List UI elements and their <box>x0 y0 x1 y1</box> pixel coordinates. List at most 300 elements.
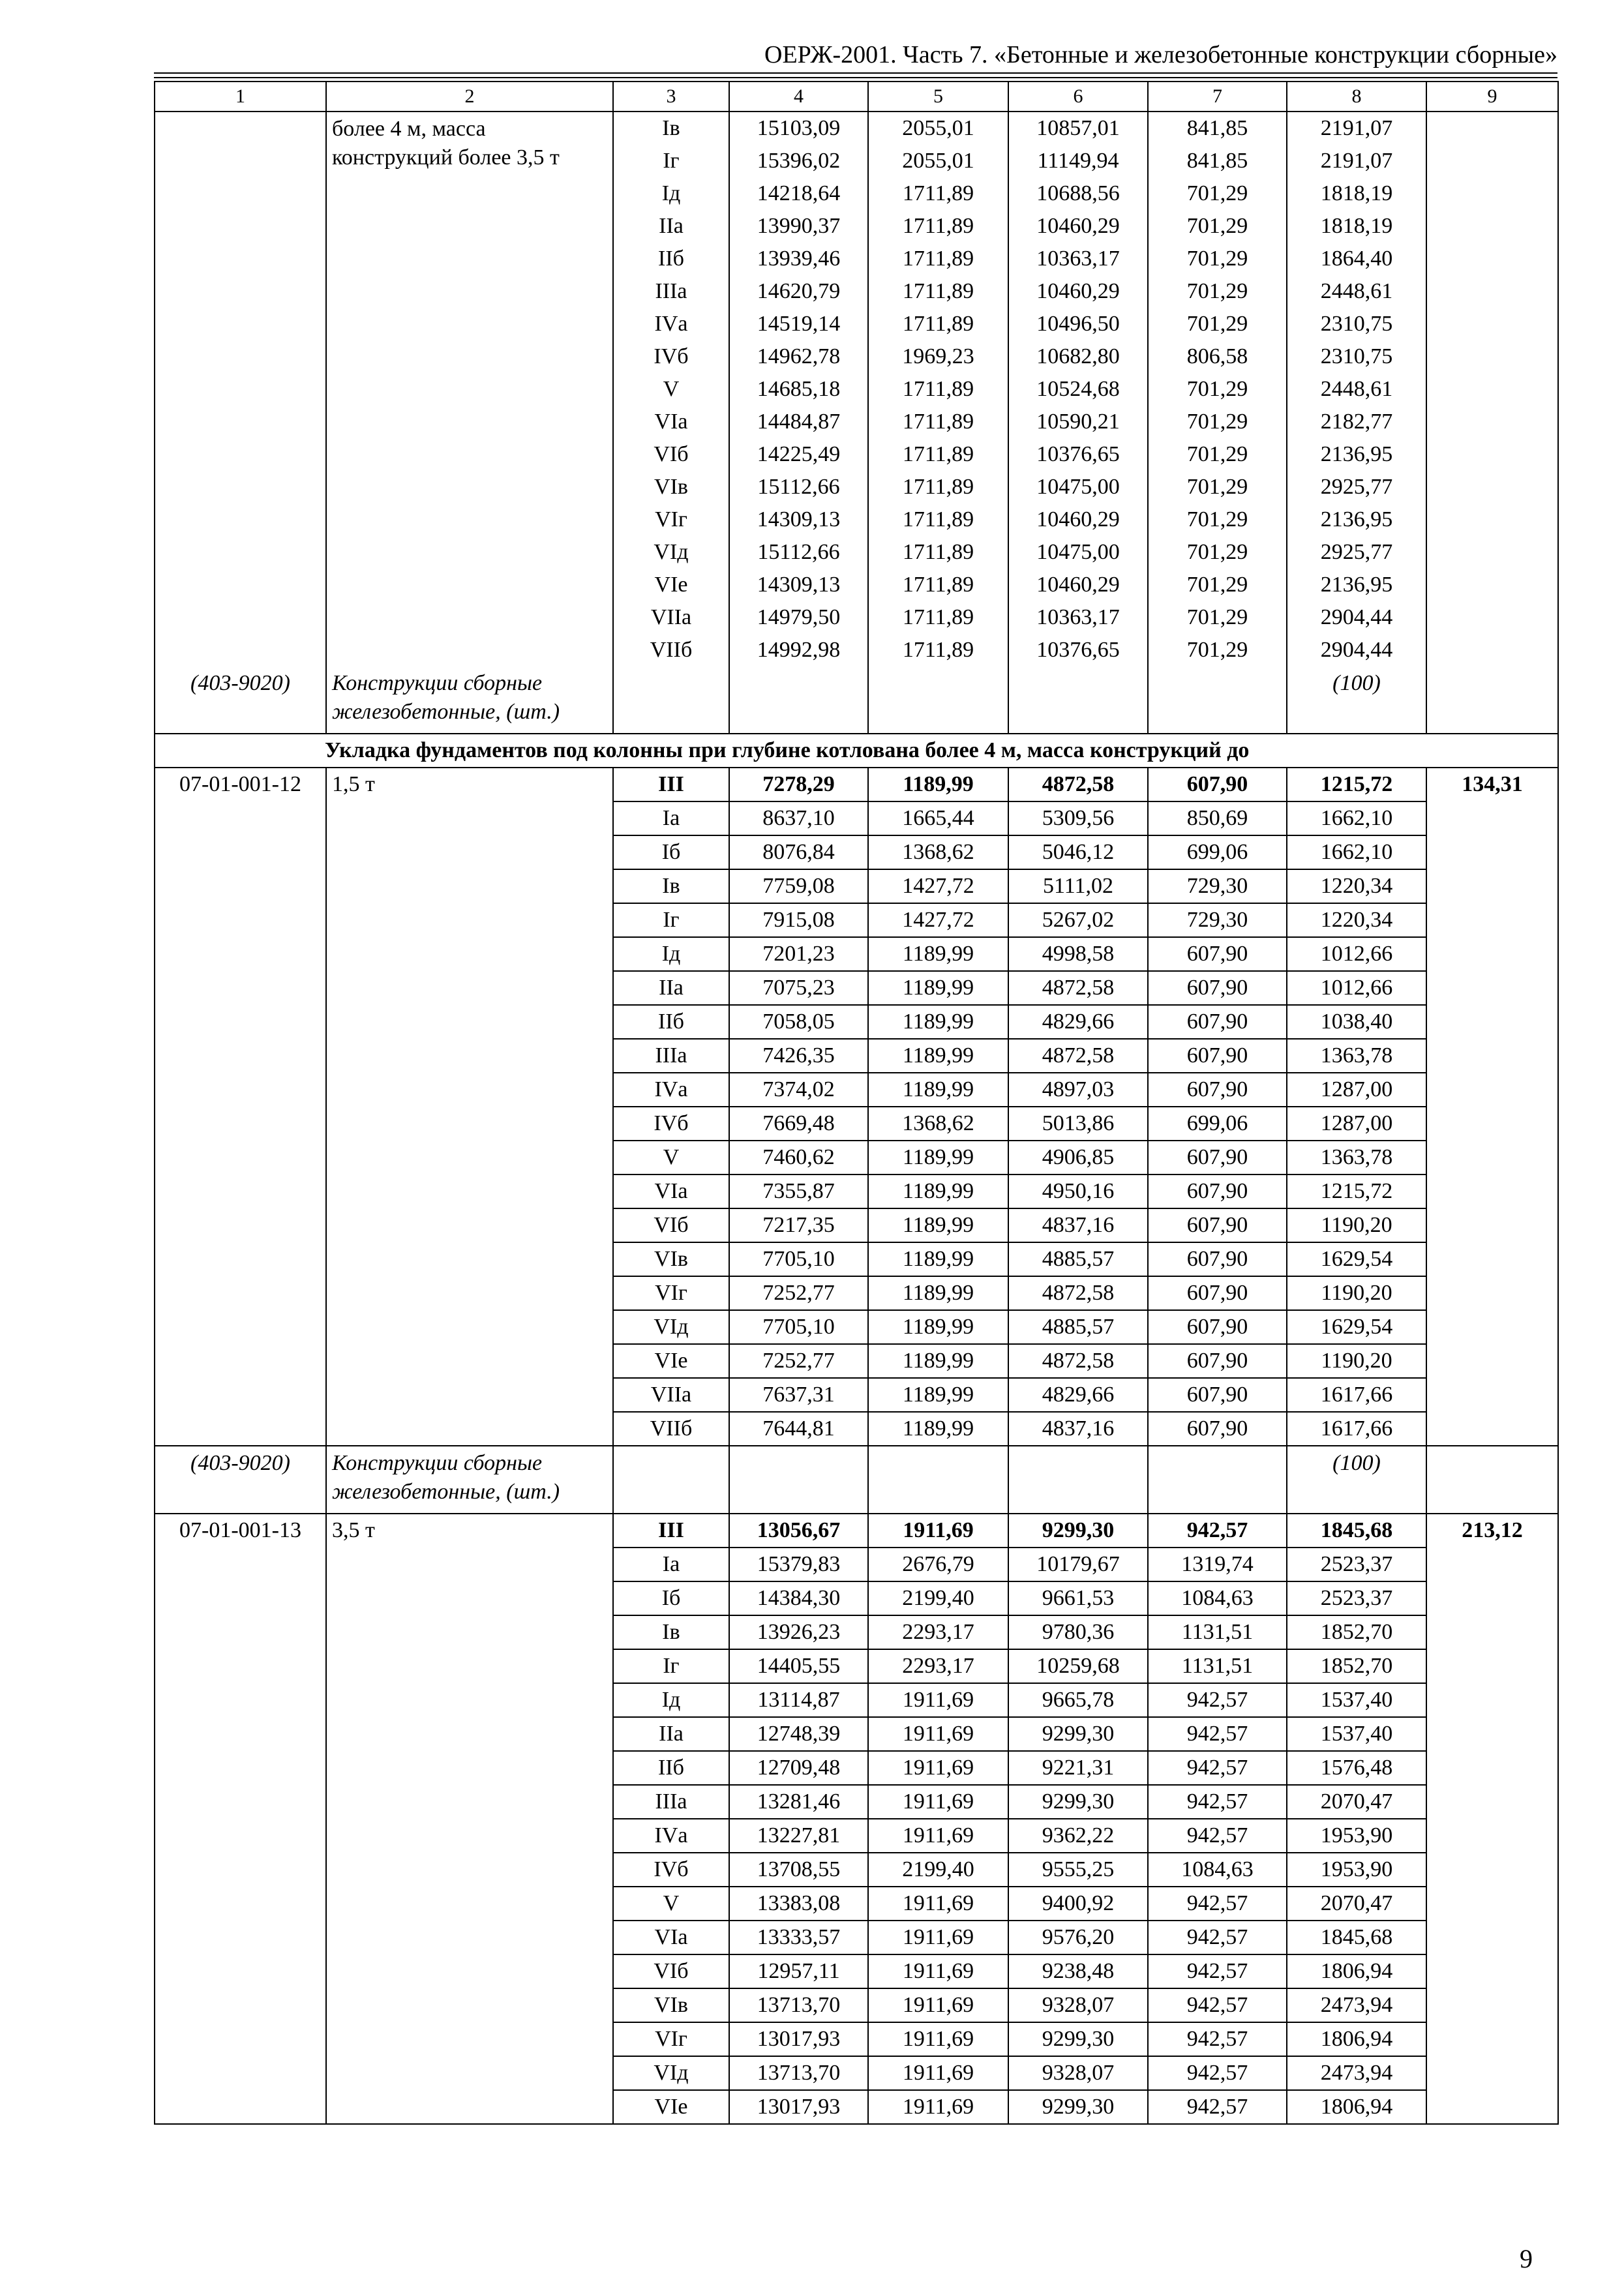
cell-materials: 1287,00 <box>1287 1073 1426 1107</box>
cell-worker-wages: 1911,69 <box>868 1785 1008 1819</box>
cell-machine-operation: 4872,58 <box>1008 971 1148 1005</box>
cell-machinist-wages: 942,57 <box>1148 1954 1287 1988</box>
cell-machinist-wages: 701,29 <box>1148 210 1287 243</box>
cell-machinist-wages: 607,90 <box>1148 971 1287 1005</box>
cell-machine-operation: 4906,85 <box>1008 1141 1148 1174</box>
cell-machine-operation: 4872,58 <box>1008 1039 1148 1073</box>
cell-machine-operation: 10363,17 <box>1008 601 1148 634</box>
cell-total-cost: 7705,10 <box>729 1242 868 1276</box>
resource-note-row <box>155 666 1558 734</box>
cell-code <box>155 601 326 634</box>
cell-district: Iб <box>613 1581 729 1615</box>
cell-empty <box>613 1446 729 1514</box>
cell-materials: 2925,77 <box>1287 471 1426 503</box>
cell-total-cost: 8076,84 <box>729 835 868 869</box>
cell-worker-wages: 2293,17 <box>868 1649 1008 1683</box>
cell-worker-wages: 1711,89 <box>868 503 1008 536</box>
cell-district: VIв <box>613 471 729 503</box>
cell-machinist-wages: 841,85 <box>1148 145 1287 177</box>
cell-machine-operation: 9299,30 <box>1008 1514 1148 1548</box>
cell-total-cost: 13056,67 <box>729 1514 868 1548</box>
cell-materials: 1953,90 <box>1287 1853 1426 1887</box>
cell-total-cost: 13990,37 <box>729 210 868 243</box>
cell-district: VIе <box>613 1344 729 1378</box>
cell-col9 <box>1426 210 1558 243</box>
cell-machine-operation: 4829,66 <box>1008 1378 1148 1412</box>
cell-machine-operation: 4885,57 <box>1008 1310 1148 1344</box>
cell-worker-wages: 1911,69 <box>868 1514 1008 1548</box>
cell-total-cost: 14620,79 <box>729 275 868 308</box>
cell-code <box>155 308 326 340</box>
resource-name: Конструкции сборные железобетонные, (шт.) <box>326 666 613 734</box>
cell-machinist-wages: 942,57 <box>1148 1514 1287 1548</box>
cell-district: Iд <box>613 177 729 210</box>
cell-district: VIIб <box>613 1412 729 1446</box>
cell-machine-operation: 10682,80 <box>1008 340 1148 373</box>
cell-total-cost: 7644,81 <box>729 1412 868 1446</box>
cell-materials: 1806,94 <box>1287 2022 1426 2056</box>
cell-worker-wages: 2293,17 <box>868 1615 1008 1649</box>
cell-machinist-wages: 607,90 <box>1148 1378 1287 1412</box>
cell-total-cost: 7426,35 <box>729 1039 868 1073</box>
cell-machine-operation: 9362,22 <box>1008 1819 1148 1853</box>
cell-total-cost: 13281,46 <box>729 1785 868 1819</box>
cell-total-cost: 13713,70 <box>729 2056 868 2090</box>
cell-worker-wages: 1911,69 <box>868 1921 1008 1954</box>
cell-district: Iв <box>613 1615 729 1649</box>
cell-col9 <box>1426 145 1558 177</box>
cell-total-cost: 14685,18 <box>729 373 868 406</box>
cell-machinist-wages: 607,90 <box>1148 768 1287 801</box>
column-number: 5 <box>868 82 1008 112</box>
cell-total-cost: 13926,23 <box>729 1615 868 1649</box>
cell-district: IIIа <box>613 1785 729 1819</box>
cell-district: Iг <box>613 1649 729 1683</box>
cell-materials: 2136,95 <box>1287 569 1426 601</box>
cell-machine-operation: 10524,68 <box>1008 373 1148 406</box>
cell-machine-operation: 4837,16 <box>1008 1412 1148 1446</box>
column-number: 9 <box>1426 82 1558 112</box>
resource-note-row <box>155 1446 1558 1514</box>
cell-worker-wages: 2199,40 <box>868 1581 1008 1615</box>
cell-code <box>155 438 326 471</box>
cell-district: IVа <box>613 1073 729 1107</box>
cell-machinist-wages: 607,90 <box>1148 1344 1287 1378</box>
cell-machine-operation: 10179,67 <box>1008 1548 1148 1581</box>
cell-materials: 1852,70 <box>1287 1615 1426 1649</box>
cell-machinist-wages: 1084,63 <box>1148 1853 1287 1887</box>
cell-district: VIг <box>613 1276 729 1310</box>
cell-machinist-wages: 942,57 <box>1148 1683 1287 1717</box>
cell-machine-operation: 10590,21 <box>1008 406 1148 438</box>
cell-empty <box>868 666 1008 734</box>
cell-description: более 4 м, масса конструкций более 3,5 т <box>326 112 613 666</box>
cell-machine-operation: 9299,30 <box>1008 2090 1148 2124</box>
cell-col9 <box>1426 373 1558 406</box>
cell-machine-operation: 4885,57 <box>1008 1242 1148 1276</box>
cell-machinist-wages: 701,29 <box>1148 308 1287 340</box>
cell-district: V <box>613 1141 729 1174</box>
cell-machinist-wages: 701,29 <box>1148 569 1287 601</box>
column-number: 7 <box>1148 82 1287 112</box>
cell-machine-operation: 4837,16 <box>1008 1208 1148 1242</box>
cell-materials: 1190,20 <box>1287 1344 1426 1378</box>
cell-machinist-wages: 701,29 <box>1148 471 1287 503</box>
cell-materials: 2523,37 <box>1287 1581 1426 1615</box>
cell-worker-wages: 1189,99 <box>868 1276 1008 1310</box>
cell-total-cost: 14225,49 <box>729 438 868 471</box>
cell-district: VIд <box>613 1310 729 1344</box>
cell-worker-wages: 1711,89 <box>868 406 1008 438</box>
cell-district: Iг <box>613 903 729 937</box>
cell-machine-operation: 5267,02 <box>1008 903 1148 937</box>
cell-district: V <box>613 373 729 406</box>
cell-total-cost: 7460,62 <box>729 1141 868 1174</box>
cell-total-cost: 15379,83 <box>729 1548 868 1581</box>
cell-materials: 2310,75 <box>1287 308 1426 340</box>
cell-district: Iв <box>613 869 729 903</box>
cell-district: VIа <box>613 1174 729 1208</box>
cell-district: VIд <box>613 2056 729 2090</box>
cell-machine-operation: 10496,50 <box>1008 308 1148 340</box>
cell-materials: 2310,75 <box>1287 340 1426 373</box>
cell-total-cost: 13227,81 <box>729 1819 868 1853</box>
cell-worker-wages: 1911,69 <box>868 2090 1008 2124</box>
cell-worker-wages: 1189,99 <box>868 971 1008 1005</box>
cell-district: VIа <box>613 1921 729 1954</box>
cell-worker-wages: 1427,72 <box>868 869 1008 903</box>
cell-machinist-wages: 729,30 <box>1148 903 1287 937</box>
cell-machinist-wages: 850,69 <box>1148 801 1287 835</box>
cell-materials: 2191,07 <box>1287 112 1426 145</box>
cell-total-cost: 7374,02 <box>729 1073 868 1107</box>
cell-machine-operation: 9299,30 <box>1008 1717 1148 1751</box>
cell-total-cost: 7252,77 <box>729 1344 868 1378</box>
cell-machine-operation: 10376,65 <box>1008 438 1148 471</box>
cell-empty <box>729 1446 868 1514</box>
resource-quantity: (100) <box>1287 666 1426 734</box>
cell-code <box>155 112 326 145</box>
cell-materials: 1852,70 <box>1287 1649 1426 1683</box>
cell-machinist-wages: 607,90 <box>1148 1276 1287 1310</box>
cell-total-cost: 13939,46 <box>729 243 868 275</box>
cell-machinist-wages: 942,57 <box>1148 1988 1287 2022</box>
cell-code <box>155 243 326 275</box>
cell-machine-operation: 4872,58 <box>1008 1344 1148 1378</box>
cell-materials: 1806,94 <box>1287 1954 1426 1988</box>
cell-total-cost: 12957,11 <box>729 1954 868 1988</box>
cell-worker-wages: 1189,99 <box>868 1174 1008 1208</box>
cell-code: 07-01-001-12 <box>155 768 326 1446</box>
cell-materials: 1215,72 <box>1287 768 1426 801</box>
cell-total-cost: 7201,23 <box>729 937 868 971</box>
cell-materials: 1215,72 <box>1287 1174 1426 1208</box>
column-number: 4 <box>729 82 868 112</box>
cell-worker-wages: 1189,99 <box>868 768 1008 801</box>
column-number: 2 <box>326 82 613 112</box>
cell-worker-wages: 1711,89 <box>868 275 1008 308</box>
cell-district: IIа <box>613 971 729 1005</box>
cell-materials: 2070,47 <box>1287 1785 1426 1819</box>
cell-worker-wages: 1911,69 <box>868 1819 1008 1853</box>
section-title-row <box>155 734 1558 768</box>
cell-materials: 1012,66 <box>1287 937 1426 971</box>
cell-total-cost: 14484,87 <box>729 406 868 438</box>
cell-district: IIб <box>613 1005 729 1039</box>
cell-worker-wages: 1711,89 <box>868 243 1008 275</box>
cell-materials: 1629,54 <box>1287 1242 1426 1276</box>
cell-district: VIб <box>613 1954 729 1988</box>
column-number: 1 <box>155 82 326 112</box>
cell-machine-operation: 10857,01 <box>1008 112 1148 145</box>
cell-worker-wages: 1189,99 <box>868 1378 1008 1412</box>
cell-empty <box>1148 1446 1287 1514</box>
cell-total-cost: 14979,50 <box>729 601 868 634</box>
header-rule-top <box>154 72 1557 74</box>
cell-code <box>155 536 326 569</box>
cell-machinist-wages: 699,06 <box>1148 835 1287 869</box>
cell-district: VIIа <box>613 1378 729 1412</box>
cell-worker-wages: 2199,40 <box>868 1853 1008 1887</box>
column-number-row <box>155 82 1558 112</box>
cell-description: 3,5 т <box>326 1514 613 2124</box>
cell-code <box>155 275 326 308</box>
cell-machine-operation: 9400,92 <box>1008 1887 1148 1921</box>
cell-code <box>155 340 326 373</box>
cell-col9 <box>1426 569 1558 601</box>
cell-machine-operation: 9780,36 <box>1008 1615 1148 1649</box>
cell-machinist-wages: 701,29 <box>1148 243 1287 275</box>
cell-district: Iа <box>613 1548 729 1581</box>
cell-worker-wages: 1911,69 <box>868 2056 1008 2090</box>
cell-worker-wages: 2676,79 <box>868 1548 1008 1581</box>
cell-machinist-wages: 942,57 <box>1148 1785 1287 1819</box>
price-table <box>154 81 1559 2125</box>
page-header-title: ОЕРЖ-2001. Часть 7. «Бетонные и железобетонные конструкции сборные» <box>764 41 1557 68</box>
cell-machinist-wages: 1131,51 <box>1148 1615 1287 1649</box>
cell-total-cost: 7075,23 <box>729 971 868 1005</box>
cell-total-cost: 7217,35 <box>729 1208 868 1242</box>
cell-worker-wages: 1189,99 <box>868 1141 1008 1174</box>
cell-worker-wages: 1368,62 <box>868 835 1008 869</box>
cell-col9 <box>1426 340 1558 373</box>
cell-materials: 1629,54 <box>1287 1310 1426 1344</box>
cell-worker-wages: 1665,44 <box>868 801 1008 835</box>
cell-machine-operation: 5111,02 <box>1008 869 1148 903</box>
cell-materials: 1845,68 <box>1287 1514 1426 1548</box>
cell-worker-wages: 1911,69 <box>868 1717 1008 1751</box>
cell-total-cost: 14218,64 <box>729 177 868 210</box>
cell-machinist-wages: 607,90 <box>1148 1310 1287 1344</box>
cell-machinist-wages: 701,29 <box>1148 177 1287 210</box>
cell-code <box>155 503 326 536</box>
cell-machinist-wages: 607,90 <box>1148 1005 1287 1039</box>
cell-worker-wages: 1711,89 <box>868 634 1008 666</box>
cell-machine-operation: 4950,16 <box>1008 1174 1148 1208</box>
cell-worker-wages: 1911,69 <box>868 1954 1008 1988</box>
cell-worker-wages: 1911,69 <box>868 2022 1008 2056</box>
cell-empty <box>1426 1446 1558 1514</box>
cell-code: 07-01-001-13 <box>155 1514 326 2124</box>
cell-materials: 1818,19 <box>1287 177 1426 210</box>
cell-district: VIв <box>613 1988 729 2022</box>
cell-col9: 134,31 <box>1426 768 1558 1446</box>
cell-machinist-wages: 607,90 <box>1148 1412 1287 1446</box>
cell-col9 <box>1426 536 1558 569</box>
cell-machinist-wages: 607,90 <box>1148 1208 1287 1242</box>
resource-name: Конструкции сборные железобетонные, (шт.) <box>326 1446 613 1514</box>
cell-district: IVб <box>613 1107 729 1141</box>
cell-worker-wages: 1711,89 <box>868 373 1008 406</box>
cell-total-cost: 14405,55 <box>729 1649 868 1683</box>
cell-materials: 1190,20 <box>1287 1208 1426 1242</box>
cell-district: IIб <box>613 243 729 275</box>
cell-total-cost: 7669,48 <box>729 1107 868 1141</box>
cell-machinist-wages: 701,29 <box>1148 438 1287 471</box>
cell-total-cost: 7637,31 <box>729 1378 868 1412</box>
column-number: 8 <box>1287 82 1426 112</box>
cell-col9 <box>1426 634 1558 666</box>
cell-machinist-wages: 942,57 <box>1148 2022 1287 2056</box>
cell-machinist-wages: 841,85 <box>1148 112 1287 145</box>
cell-worker-wages: 1711,89 <box>868 177 1008 210</box>
cell-machinist-wages: 942,57 <box>1148 2056 1287 2090</box>
cell-materials: 2904,44 <box>1287 601 1426 634</box>
cell-worker-wages: 1189,99 <box>868 1310 1008 1344</box>
cell-code <box>155 210 326 243</box>
table-row-main <box>155 768 1558 801</box>
cell-district: Iд <box>613 1683 729 1717</box>
cell-empty <box>1148 666 1287 734</box>
cell-empty <box>1008 1446 1148 1514</box>
cell-district: IVб <box>613 1853 729 1887</box>
cell-district: IVа <box>613 308 729 340</box>
cell-worker-wages: 1427,72 <box>868 903 1008 937</box>
cell-machinist-wages: 942,57 <box>1148 2090 1287 2124</box>
cell-district: VIIа <box>613 601 729 634</box>
cell-machine-operation: 9328,07 <box>1008 2056 1148 2090</box>
cell-worker-wages: 1189,99 <box>868 1073 1008 1107</box>
cell-district: IIIа <box>613 1039 729 1073</box>
cell-worker-wages: 2055,01 <box>868 145 1008 177</box>
cell-district: IIIа <box>613 275 729 308</box>
cell-machine-operation: 9661,53 <box>1008 1581 1148 1615</box>
cell-machinist-wages: 701,29 <box>1148 503 1287 536</box>
cell-machine-operation: 10460,29 <box>1008 503 1148 536</box>
cell-machine-operation: 10688,56 <box>1008 177 1148 210</box>
cell-machine-operation: 10460,29 <box>1008 569 1148 601</box>
cell-worker-wages: 1911,69 <box>868 1683 1008 1717</box>
cell-col9: 213,12 <box>1426 1514 1558 2124</box>
cell-description: 1,5 т <box>326 768 613 1446</box>
cell-district: VIе <box>613 2090 729 2124</box>
cell-worker-wages: 1189,99 <box>868 937 1008 971</box>
cell-col9 <box>1426 503 1558 536</box>
cell-machine-operation: 4829,66 <box>1008 1005 1148 1039</box>
cell-machinist-wages: 1084,63 <box>1148 1581 1287 1615</box>
cell-district: IIа <box>613 1717 729 1751</box>
cell-worker-wages: 1189,99 <box>868 1344 1008 1378</box>
cell-materials: 1537,40 <box>1287 1683 1426 1717</box>
cell-machine-operation: 4998,58 <box>1008 937 1148 971</box>
resource-quantity: (100) <box>1287 1446 1426 1514</box>
cell-district: Iв <box>613 112 729 145</box>
header-rule-bottom <box>154 77 1557 78</box>
cell-total-cost: 14962,78 <box>729 340 868 373</box>
cell-machinist-wages: 701,29 <box>1148 275 1287 308</box>
cell-materials: 2448,61 <box>1287 373 1426 406</box>
cell-code <box>155 569 326 601</box>
cell-worker-wages: 1911,69 <box>868 1988 1008 2022</box>
cell-total-cost: 13333,57 <box>729 1921 868 1954</box>
cell-worker-wages: 1711,89 <box>868 308 1008 340</box>
cell-col9 <box>1426 471 1558 503</box>
cell-total-cost: 13708,55 <box>729 1853 868 1887</box>
cell-district: VIг <box>613 2022 729 2056</box>
cell-machine-operation: 10460,29 <box>1008 275 1148 308</box>
cell-total-cost: 7278,29 <box>729 768 868 801</box>
cell-machinist-wages: 607,90 <box>1148 1073 1287 1107</box>
cell-machine-operation: 10376,65 <box>1008 634 1148 666</box>
page-number: 9 <box>1520 2244 1533 2273</box>
cell-machinist-wages: 701,29 <box>1148 601 1287 634</box>
cell-materials: 1617,66 <box>1287 1378 1426 1412</box>
cell-machine-operation: 9221,31 <box>1008 1751 1148 1785</box>
cell-materials: 1220,34 <box>1287 869 1426 903</box>
cell-machinist-wages: 699,06 <box>1148 1107 1287 1141</box>
cell-total-cost: 14309,13 <box>729 569 868 601</box>
cell-machine-operation: 10363,17 <box>1008 243 1148 275</box>
cell-total-cost: 7915,08 <box>729 903 868 937</box>
table-row <box>155 112 1558 145</box>
cell-worker-wages: 1189,99 <box>868 1242 1008 1276</box>
cell-machinist-wages: 701,29 <box>1148 634 1287 666</box>
cell-machinist-wages: 607,90 <box>1148 1242 1287 1276</box>
cell-empty <box>729 666 868 734</box>
cell-materials: 1953,90 <box>1287 1819 1426 1853</box>
cell-empty <box>1008 666 1148 734</box>
cell-district: Iб <box>613 835 729 869</box>
cell-materials: 2136,95 <box>1287 438 1426 471</box>
column-number: 3 <box>613 82 729 112</box>
cell-worker-wages: 1368,62 <box>868 1107 1008 1141</box>
cell-machine-operation: 4897,03 <box>1008 1073 1148 1107</box>
cell-col9 <box>1426 112 1558 145</box>
cell-machine-operation: 11149,94 <box>1008 145 1148 177</box>
cell-code <box>155 406 326 438</box>
cell-machinist-wages: 1319,74 <box>1148 1548 1287 1581</box>
cell-total-cost: 7355,87 <box>729 1174 868 1208</box>
cell-total-cost: 15396,02 <box>729 145 868 177</box>
cell-total-cost: 13017,93 <box>729 2022 868 2056</box>
cell-machinist-wages: 701,29 <box>1148 373 1287 406</box>
cell-total-cost: 14309,13 <box>729 503 868 536</box>
cell-materials: 1662,10 <box>1287 801 1426 835</box>
cell-materials: 2182,77 <box>1287 406 1426 438</box>
cell-worker-wages: 1189,99 <box>868 1412 1008 1446</box>
cell-worker-wages: 1711,89 <box>868 601 1008 634</box>
cell-machinist-wages: 607,90 <box>1148 1039 1287 1073</box>
cell-district: VIб <box>613 1208 729 1242</box>
cell-worker-wages: 1711,89 <box>868 438 1008 471</box>
cell-materials: 2448,61 <box>1287 275 1426 308</box>
cell-district: IIб <box>613 1751 729 1785</box>
cell-machine-operation: 5013,86 <box>1008 1107 1148 1141</box>
cell-machinist-wages: 607,90 <box>1148 937 1287 971</box>
cell-machinist-wages: 942,57 <box>1148 1751 1287 1785</box>
cell-district: III <box>613 1514 729 1548</box>
cell-district: V <box>613 1887 729 1921</box>
